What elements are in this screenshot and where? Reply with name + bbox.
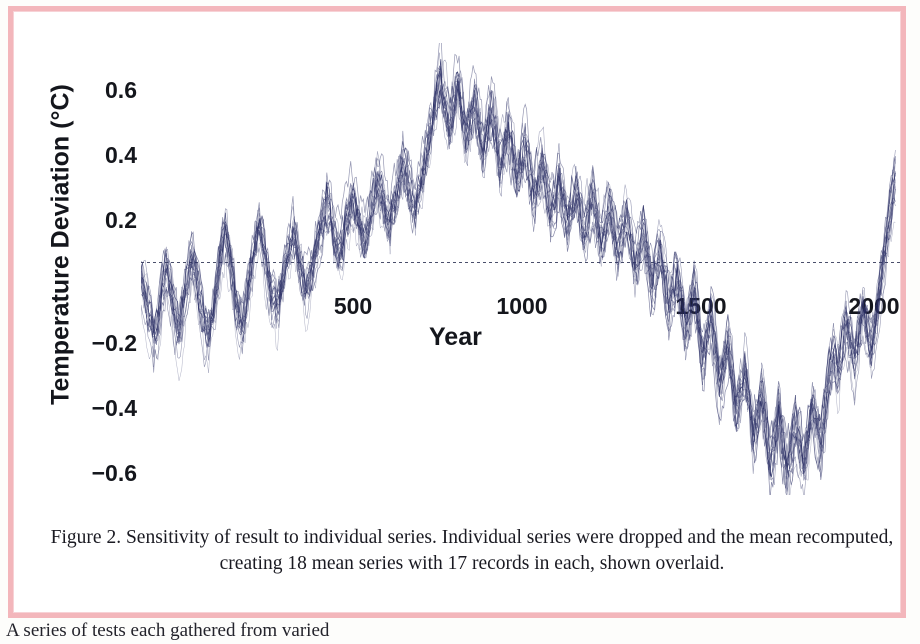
y-tick-label: 0.6 bbox=[105, 77, 137, 103]
figure-2 bbox=[29, 25, 911, 621]
figure-caption: Figure 2. Sensitivity of result to individual series. Individual series were dropped and the mean recomputed, creating 18 mean series with 17 records in each, shown overlaid. bbox=[50, 527, 894, 574]
y-axis-title: Temperature Deviation (°C) bbox=[46, 84, 75, 405]
y-tick-label: −0.2 bbox=[91, 330, 137, 356]
x-tick-label: 500 bbox=[333, 293, 373, 319]
scanned-page-frame bbox=[8, 6, 906, 618]
chart-plot-area bbox=[29, 25, 911, 515]
data-series-group bbox=[141, 43, 895, 495]
data-series-line bbox=[141, 59, 895, 477]
data-series-line bbox=[141, 71, 895, 464]
chart-svg bbox=[141, 43, 901, 495]
x-tick-label: 1500 bbox=[675, 293, 727, 319]
data-series-line bbox=[141, 66, 895, 476]
x-axis-title: Year bbox=[429, 323, 482, 351]
page-body-text: A series of tests each gathered from varied bbox=[6, 620, 330, 641]
y-tick-label: 0.4 bbox=[105, 142, 137, 168]
x-tick-label: 1000 bbox=[496, 293, 548, 319]
y-tick-label: −0.4 bbox=[91, 395, 137, 421]
x-tick-label: 2000 bbox=[848, 293, 900, 319]
y-tick-label: 0.2 bbox=[105, 207, 137, 233]
y-tick-label: −0.6 bbox=[91, 460, 137, 486]
